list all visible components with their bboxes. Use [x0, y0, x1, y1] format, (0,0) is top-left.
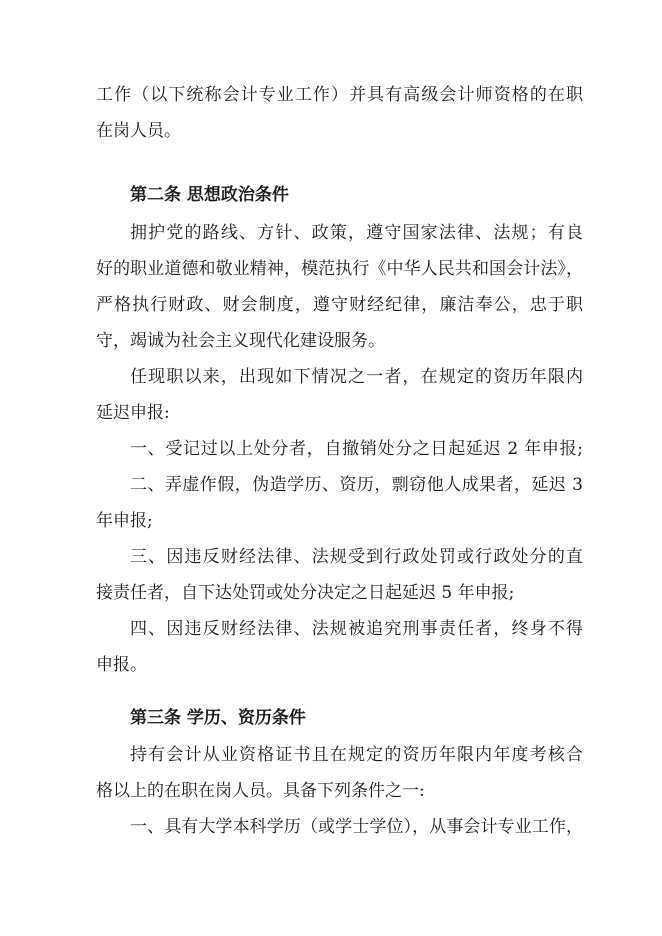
article-2-heading: 第二条 思想政治条件: [130, 185, 289, 205]
paragraph-line: 任现职以来，出现如下情况之一者，在规定的资历年限内: [130, 367, 583, 387]
list-item-1: 一、具有大学本科学历（或学士学位），从事会计专业工作，: [130, 817, 583, 837]
paragraph-line: 拥护党的路线、方针、政策，遵守国家法律、法规；有良: [130, 223, 583, 243]
list-item-2-cont: 年申报;: [96, 511, 153, 531]
paragraph-line: 守，竭诚为社会主义现代化建设服务。: [96, 331, 385, 351]
paragraph-line: 格以上的在职在岗人员。具备下列条件之一:: [96, 781, 425, 801]
list-item-2: 二、弄虚作假，伪造学历、资历，剽窃他人成果者，延迟 3: [130, 475, 583, 495]
paragraph-line: 持有会计从业资格证书且在规定的资历年限内年度考核合: [130, 745, 583, 765]
intro-line-1: 工作（以下统称会计专业工作）并具有高级会计师资格的在职: [96, 85, 583, 105]
paragraph-line: 延迟申报:: [96, 403, 170, 423]
list-item-3: 三、因违反财经法律、法规受到行政处罚或行政处分的直: [130, 547, 583, 567]
article-3-heading: 第三条 学历、资历条件: [130, 708, 306, 728]
paragraph-line: 好的职业道德和敬业精神，模范执行《中华人民共和国会计法》，: [96, 259, 583, 279]
list-item-1: 一、受记过以上处分者，自撤销处分之日起延迟 2 年申报;: [130, 439, 583, 459]
paragraph-line: 严格执行财政、财会制度，遵守财经纪律，廉洁奉公，忠于职: [96, 295, 583, 315]
list-item-3-cont: 接责任者，自下达处罚或处分决定之日起延迟 5 年申报;: [96, 583, 515, 603]
list-item-4: 四、因违反财经法律、法规被追究刑事责任者，终身不得: [130, 619, 583, 639]
list-item-4-cont: 申报。: [96, 655, 147, 675]
intro-line-2: 在岗人员。: [96, 121, 181, 141]
